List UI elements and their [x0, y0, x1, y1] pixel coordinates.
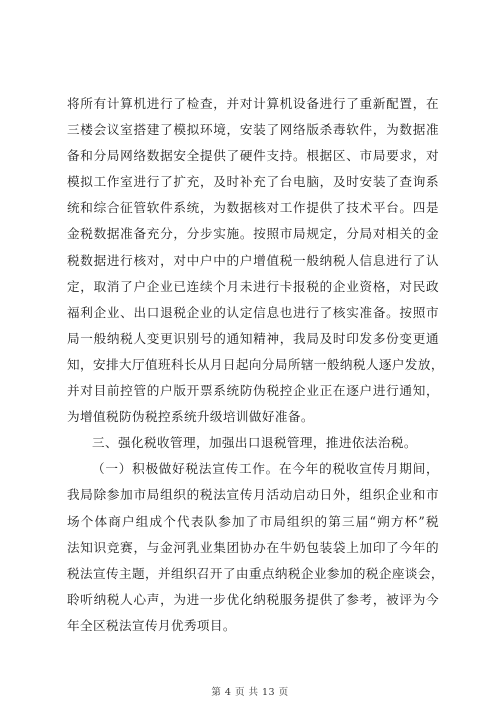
- text-line: （一）积极做好税法宣传工作。在今年的税收宣传月期间，: [92, 461, 439, 477]
- text-line: 聆听纳税人心声，为进一步优化纳税服务提供了参考，被评为今: [67, 591, 439, 607]
- text-line: 局一般纳税人变更识别号的通知精神，我局及时印发多份变更通: [67, 330, 439, 346]
- text-line: 并对目前控管的户版开票系统防伪税控企业正在逐户进行通知，: [67, 383, 439, 399]
- text-line: 税数据进行核对，对中户中的户增值税一般纳税人信息进行了认: [67, 252, 439, 268]
- text-line: 我局除参加市局组织的税法宣传月活动启动日外，组织企业和市: [67, 487, 439, 503]
- text-line: 知，安排大厅值班科长从月日起向分局所辖一般纳税人逐户发放，: [67, 356, 444, 372]
- text-line: 模拟工作室进行了扩充，及时补充了台电脑，及时安装了查询系: [67, 174, 439, 190]
- text-line: 金税数据准备充分，分步实施。按照市局规定，分局对相关的金: [67, 226, 439, 242]
- page-footer: 第 4 页 共 13 页: [211, 687, 289, 698]
- text-line: 税法宣传主题，并组织召开了由重点纳税企业参加的税企座谈会，: [67, 565, 444, 581]
- text-line: 法知识竞赛，与金河乳业集团协办在牛奶包装袋上加印了今年的: [67, 539, 439, 555]
- body-text: [67, 91, 444, 639]
- text-line: 将所有计算机进行了检查，并对计算机设备进行了重新配置，在: [67, 96, 439, 111]
- text-line: 三楼会议室搭建了模拟环境，安装了网络版杀毒软件，为数据准: [67, 122, 439, 138]
- section-heading: 三、强化税收管理，加强出口退税管理，推进依法治税。: [92, 435, 417, 451]
- text-line: 备和分局网络数据安全提供了硬件支持。根据区、市局要求，对: [67, 148, 439, 164]
- text-line: 定，取消了户企业已连续个月未进行卡报税的企业资格，对民政: [67, 278, 439, 294]
- text-line: 福利企业、出口退税企业的认定信息也进行了核实准备。按照市: [67, 304, 439, 320]
- text-line: 年全区税法宣传月优秀项目。: [67, 617, 236, 633]
- text-line: 为增值税防伪税控系统升级培训做好准备。: [67, 409, 314, 425]
- text-line: 统和综合征管软件系统，为数据核对工作提供了技术平台。四是: [67, 200, 439, 216]
- text-line: 场个体商户组成个代表队参加了市局组织的第三届“朔方杯”税: [67, 513, 439, 529]
